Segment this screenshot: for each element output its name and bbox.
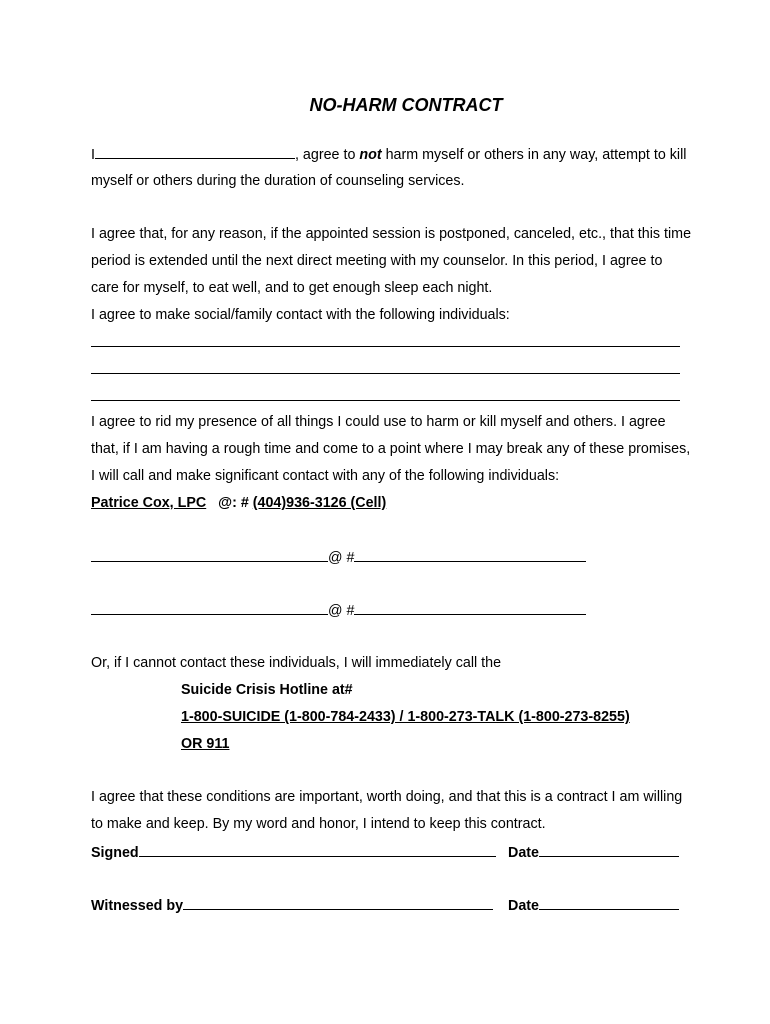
date-label: Date — [508, 845, 539, 861]
agreement-intro-line — [91, 145, 686, 164]
page-title: NO-HARM CONTRACT — [309, 95, 503, 115]
intro-mid: , agree to — [294, 147, 360, 163]
contact-name-field-1[interactable] — [91, 547, 328, 562]
social-contact-line: I agree to make social/family contact with the following individuals: — [91, 307, 510, 323]
hotline-label: Suicide Crisis Hotline at# — [181, 682, 353, 698]
witness-date-row — [508, 895, 679, 915]
intro-rest: harm myself or others in any way, attempt to kill — [381, 147, 687, 163]
agreement-line-1: I agree that these conditions are important, worth doing, and that this is a contract I am willing — [91, 789, 683, 805]
session-line-3: care for myself, to eat well, and to get enough sleep each night. — [91, 280, 493, 296]
not-emphasis: not — [359, 147, 382, 163]
contact-blank-line-1[interactable] — [91, 346, 680, 347]
signed-label: Signed — [91, 845, 139, 861]
name-blank-field[interactable] — [95, 145, 295, 159]
signed-date-field[interactable] — [539, 842, 679, 857]
contact-phone-field-1[interactable] — [354, 547, 586, 562]
agreement-line-2: to make and keep. By my word and honor, I intend to keep this contract. — [91, 816, 546, 832]
counselor-contact-line — [91, 494, 386, 512]
contact-name-field-2[interactable] — [91, 600, 328, 615]
contact-separator-2: @ # — [328, 603, 355, 619]
blank-contact-row-1 — [91, 547, 586, 567]
counselor-phone: (404)936-3126 (Cell) — [252, 495, 387, 511]
contact-blank-line-3[interactable] — [91, 400, 680, 401]
intro-line-2: myself or others during the duration of counseling services. — [91, 173, 465, 189]
signed-row — [91, 842, 496, 862]
counselor-at: @: # — [218, 495, 253, 511]
fallback-line: Or, if I cannot contact these individuals, I will immediately call the — [91, 655, 502, 671]
signed-date-row — [508, 842, 679, 862]
or-911: OR 911 — [181, 736, 230, 752]
witness-date-label: Date — [508, 898, 539, 914]
contact-blank-line-2[interactable] — [91, 373, 680, 374]
witness-row — [91, 895, 493, 915]
rid-line-3: I will call and make significant contact with any of the following individuals: — [91, 468, 560, 484]
hotline-numbers: 1-800-SUICIDE (1-800-784-2433) / 1-800-273-TALK (1-800-273-8255) — [181, 709, 630, 725]
rid-line-2: that, if I am having a rough time and come to a point where I may break any of these promises, — [91, 441, 691, 457]
contact-separator-1: @ # — [328, 550, 355, 566]
session-line-1: I agree that, for any reason, if the appointed session is postponed, canceled, etc., that this time — [91, 226, 692, 242]
rid-line-1: I agree to rid my presence of all things I could use to harm or kill myself and others. I agree — [91, 414, 666, 430]
witness-label: Witnessed by — [91, 898, 184, 914]
session-line-2: period is extended until the next direct meeting with my counselor. In this period, I agree to — [91, 253, 663, 269]
witness-date-field[interactable] — [539, 895, 679, 910]
blank-contact-row-2 — [91, 600, 586, 620]
contact-phone-field-2[interactable] — [354, 600, 586, 615]
counselor-name: Patrice Cox, LPC — [91, 495, 207, 511]
intro-prefix: I — [91, 147, 95, 163]
signature-field[interactable] — [139, 842, 496, 857]
witness-field[interactable] — [183, 895, 493, 910]
